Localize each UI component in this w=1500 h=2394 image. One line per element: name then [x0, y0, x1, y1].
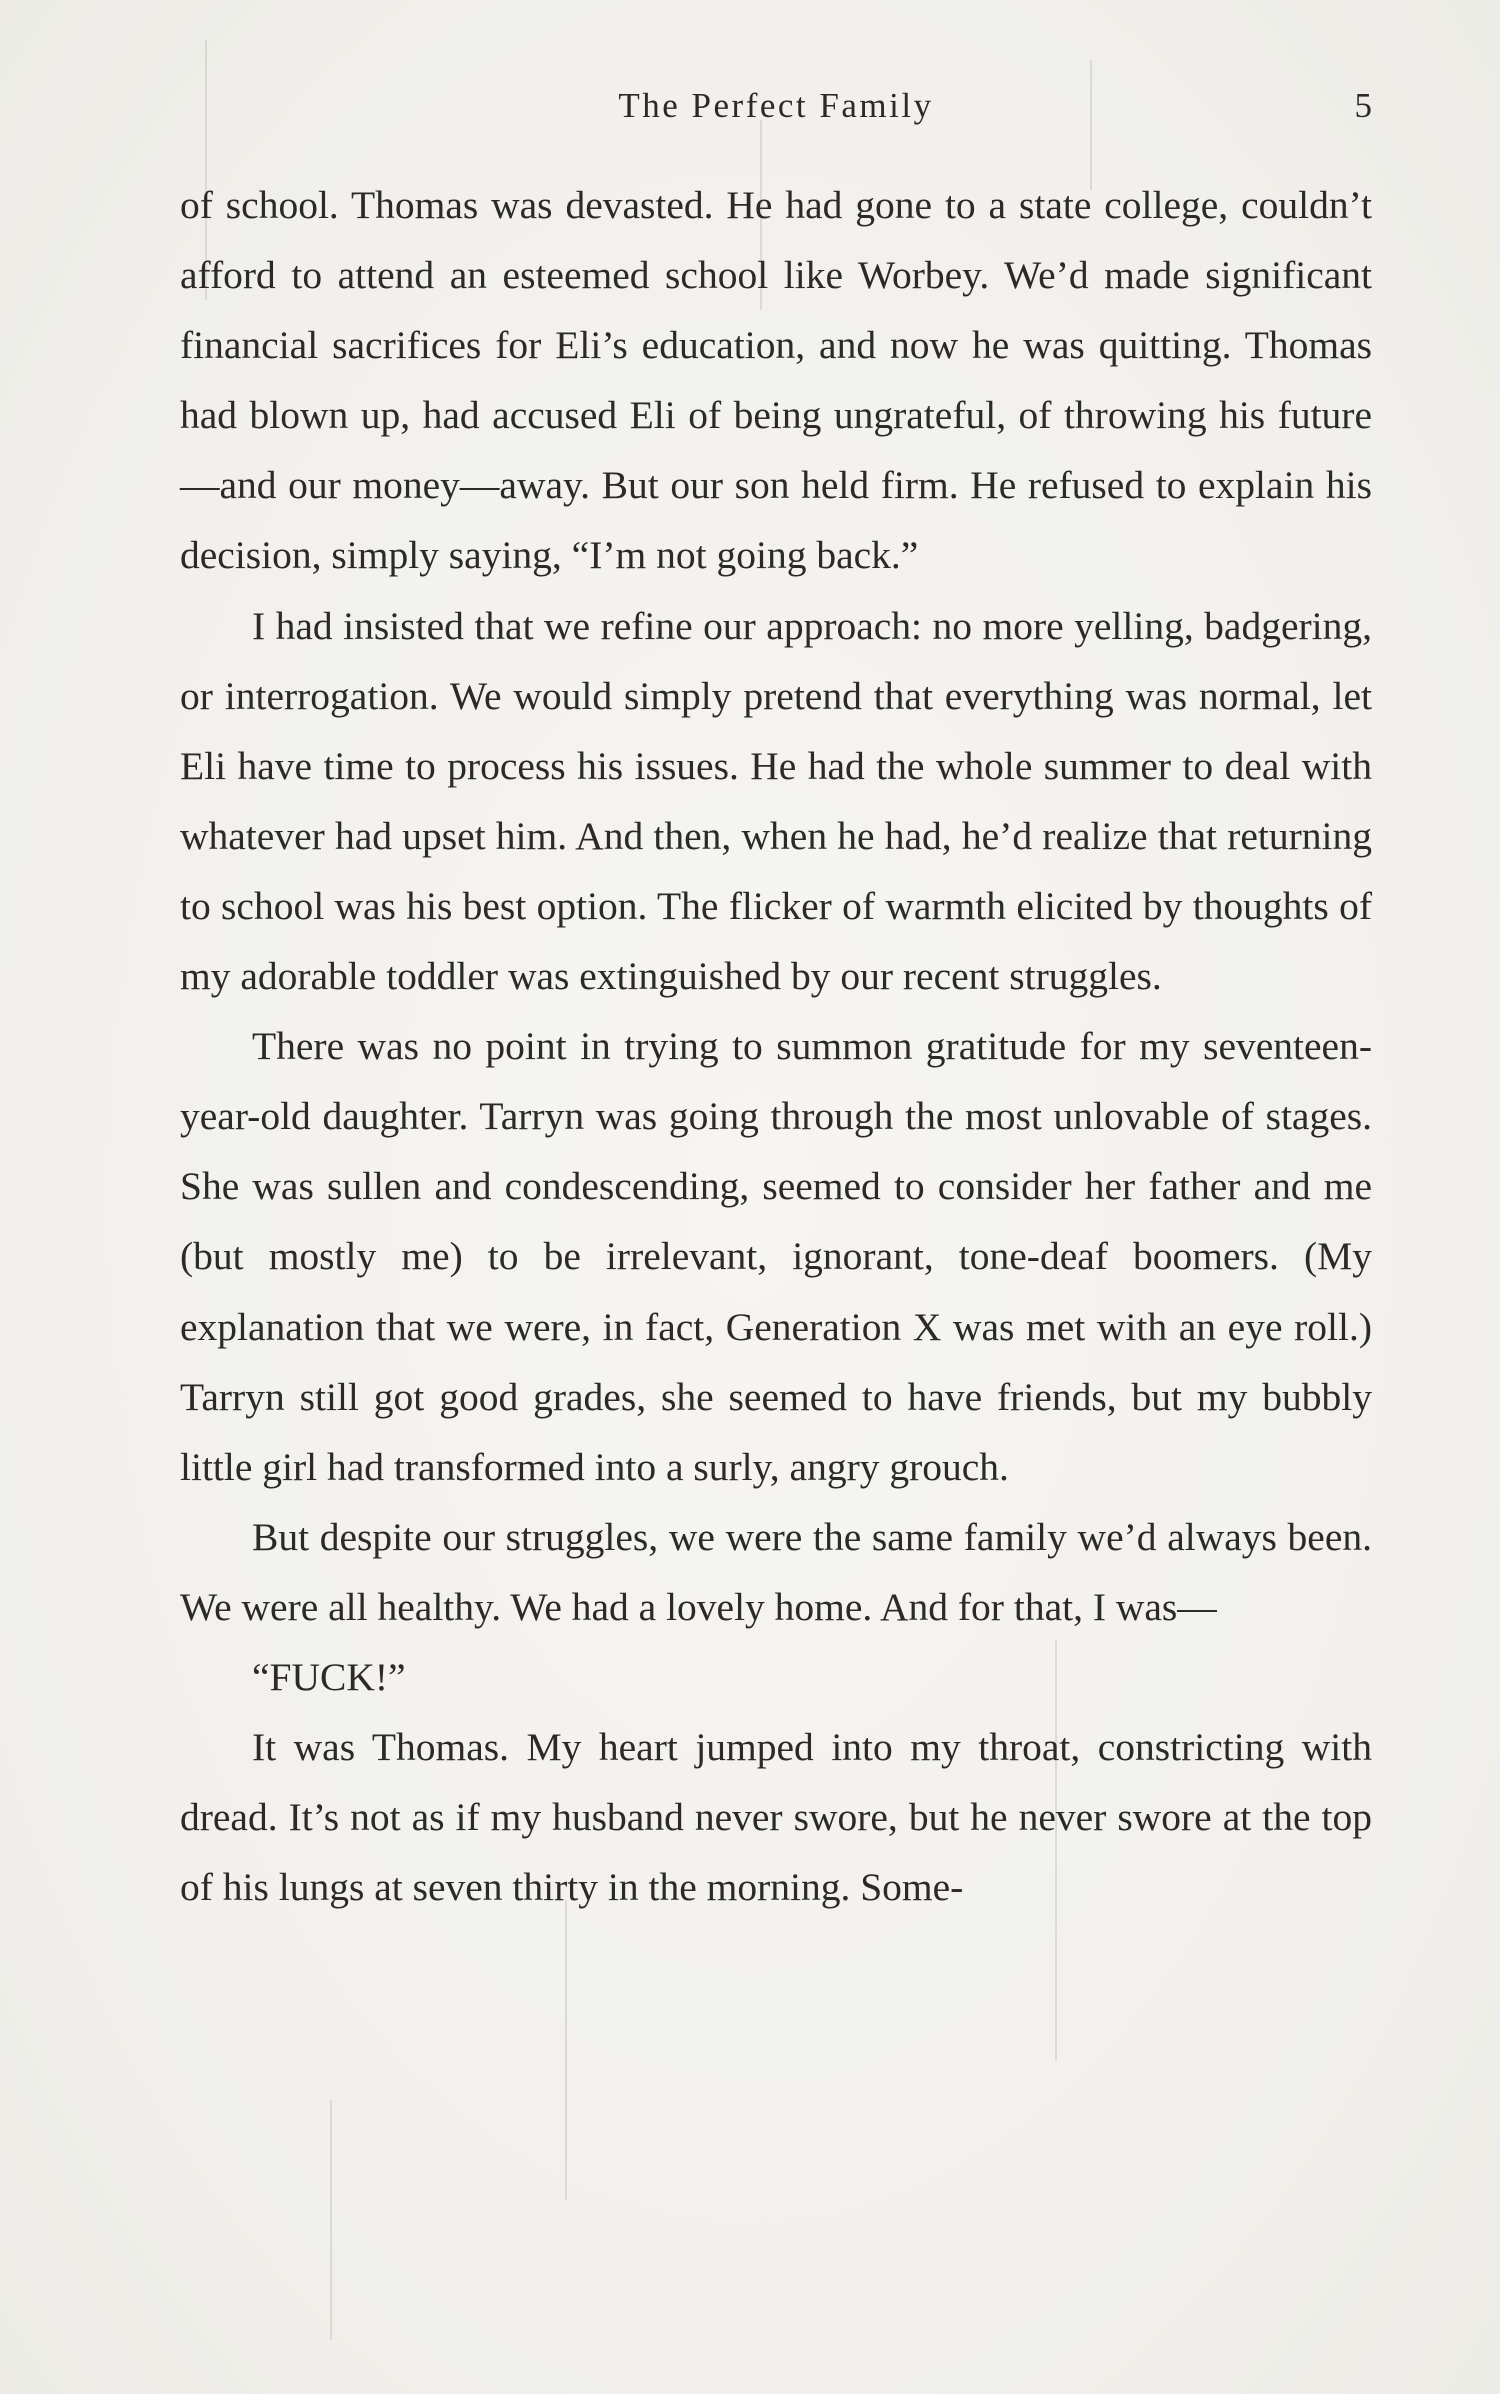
- paragraph: of school. Thomas was devasted. He had gone to a state college, couldn’t afford to attend an esteemed school like Worbey. We’d made significant financial sacrifices for Eli’s education, and now he was quitting. Thomas had blown up, had accused Eli of being ungrateful, of throwing his future—and our money—away. But our son held firm. He refused to explain his decision, simply saying, “I’m not going back.”: [180, 183, 1372, 578]
- body-text: [180, 170, 1372, 1922]
- running-head-title: The Perfect Family: [618, 86, 934, 125]
- dialogue-line: “FUCK!”: [252, 1654, 406, 1699]
- paragraph: It was Thomas. My heart jumped into my throat, constricting with dread. It’s not as if my husband never swore, but he never swore at the top of his lungs at seven thirty in the morning. Some-: [180, 1725, 1372, 1910]
- page-number: 5: [1354, 86, 1372, 125]
- paper-texture-line: [565, 1900, 567, 2200]
- paragraph: But despite our struggles, we were the same family we’d always been. We were all healthy. We had a lovely home. And for that, I was—: [180, 1514, 1372, 1629]
- paragraph: I had insisted that we refine our approach: no more yelling, badgering, or interrogation. We would simply pretend that everything was normal, let Eli have time to process his issues. He had the whole summer to deal with whatever had upset him. And then, when he had, he’d realize that returning to school was his best option. The flicker of warmth elicited by thoughts of my adorable toddler was extinguished by our recent struggles.: [180, 603, 1372, 999]
- paragraph: There was no point in trying to summon gratitude for my seventeen-year-old daughter. Tarryn was going through the most unlovable of stages. She was sullen and condescending, seemed to consider her father and me (but mostly me) to be irrelevant, ignorant, tone-deaf boomers. (My explanation that we were, in fact, Generation X was met with an eye roll.) Tarryn still got good grades, she seemed to have friends, but my bubbly little girl had transformed into a surly, angry grouch.: [180, 1024, 1372, 1489]
- running-head: [180, 86, 1372, 136]
- paper-texture-line: [330, 2100, 332, 2340]
